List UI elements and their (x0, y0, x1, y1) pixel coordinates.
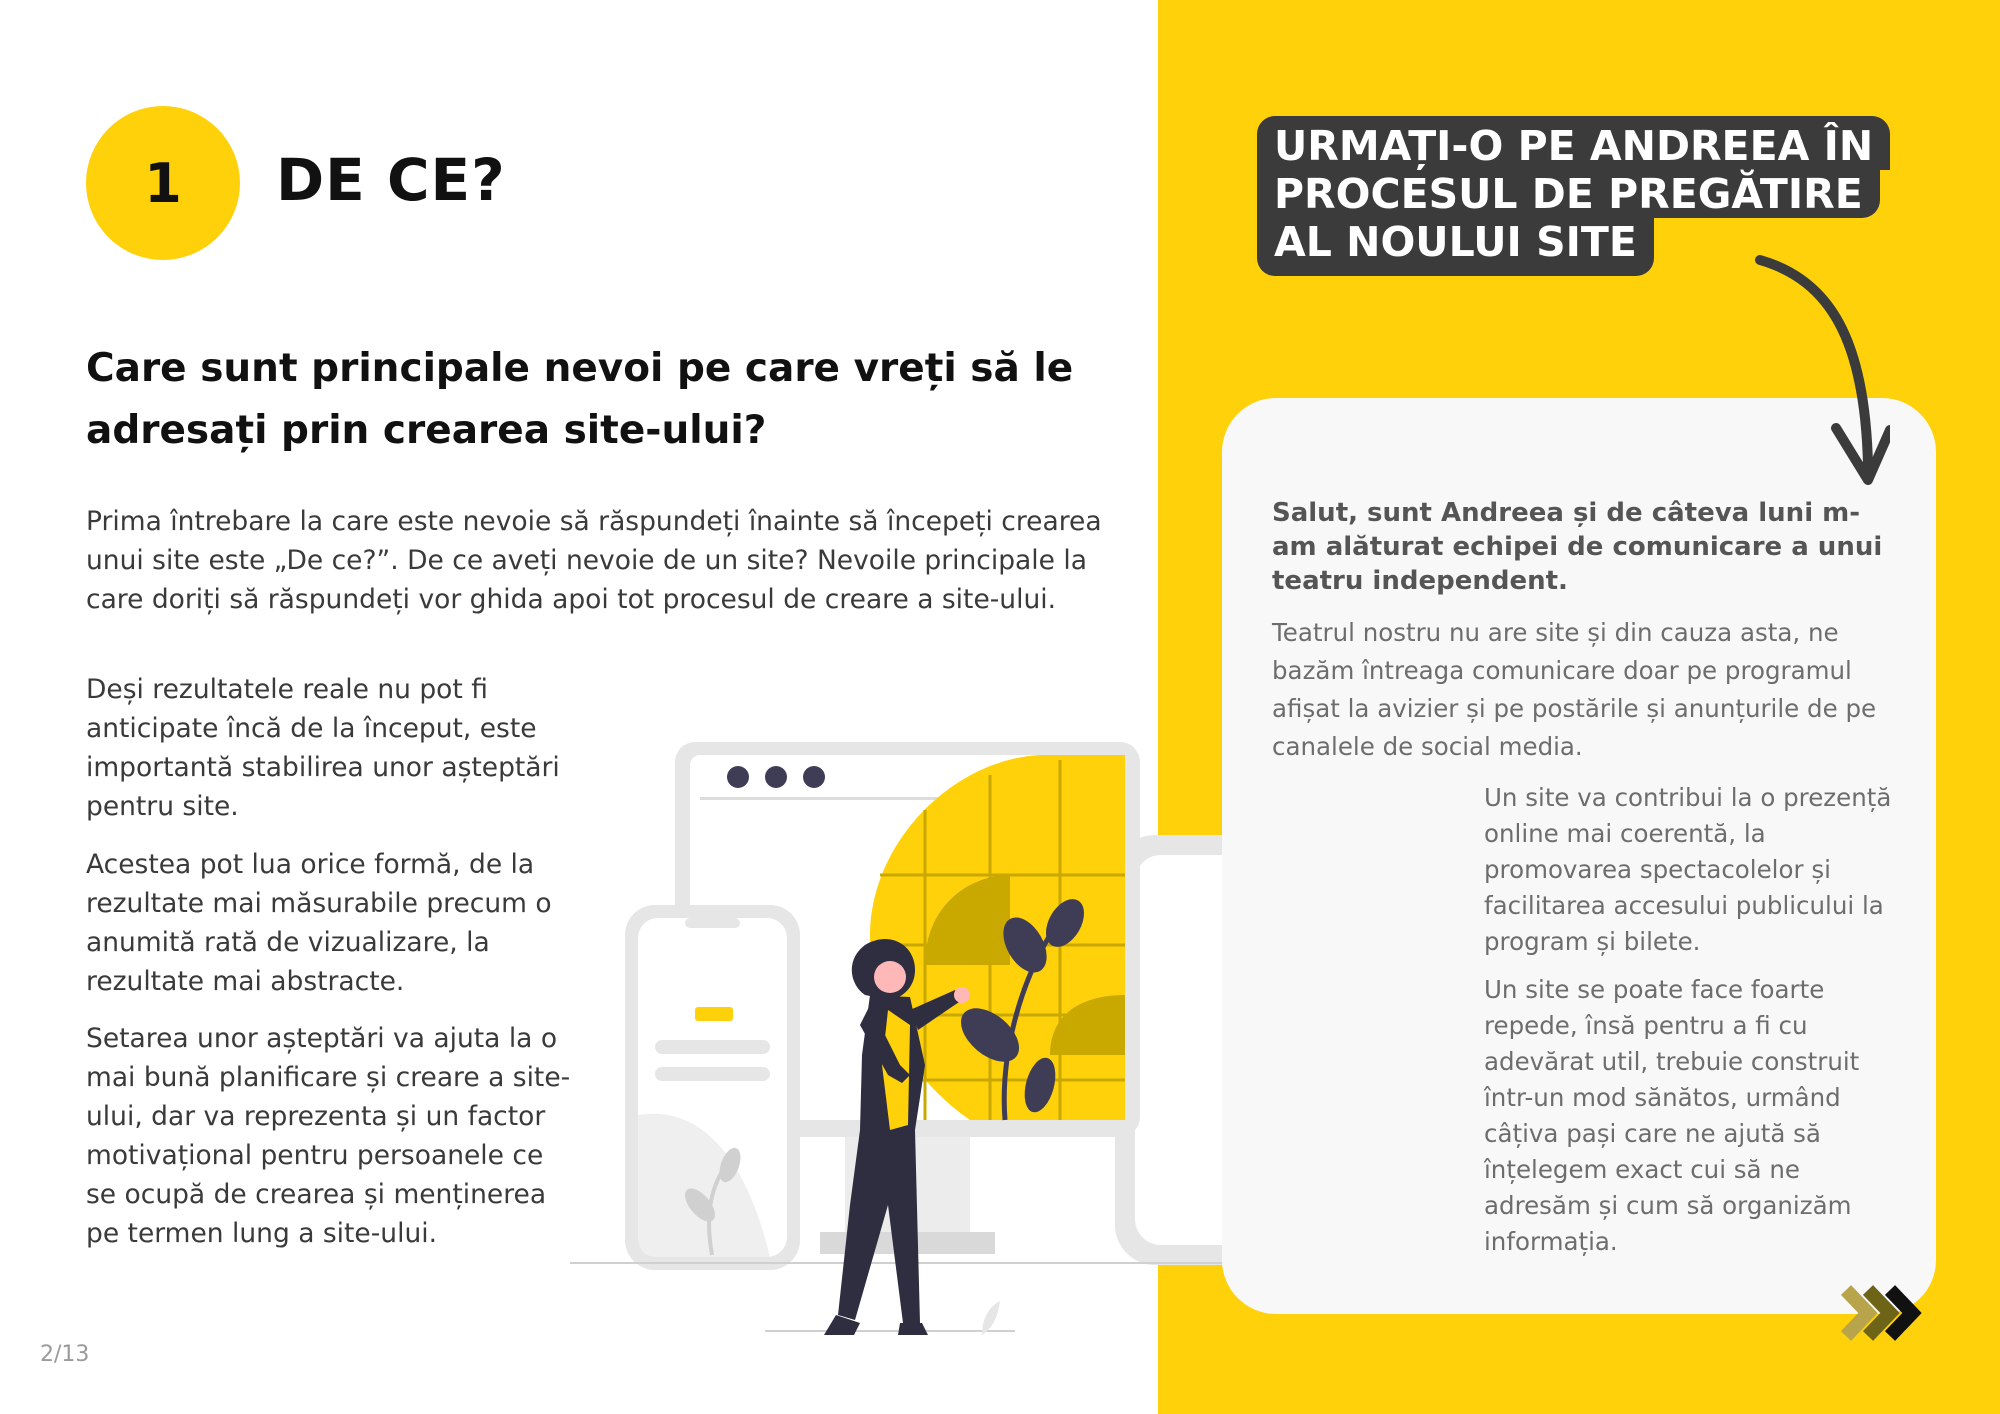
callout-line-1: URMAȚI-O PE ANDREEA ÎN (1257, 116, 1890, 170)
card-paragraph-3: Un site se poate face foarte repede, însă pentru a fi cu adevărat util, trebuie construit într-un mod sănătos, urmând câțiva pași care ne ajută să înțelegem exact cui să ne adresăm și cum să organizăm informația. (1484, 975, 1860, 1256)
card-lead-text: Salut, sunt Andreea și de câteva luni m-am alăturat echipei de comunicare a unui teatru independent. (1272, 498, 1883, 596)
intro-paragraph: Prima întrebare la care este nevoie să răspundeți înainte să începeți crearea unui site este „De ce?”. De ce aveți nevoie de un site? Nevoile principale la care doriți să răspundeți vor ghida apoi tot procesul de creare a site-ului. (86, 506, 1102, 615)
card-paragraph-2: Un site va contribui la o prezență online mai coerentă, la promovarea spectacolelor și facilitarea accesului publicului la program și bilete. (1484, 783, 1892, 956)
card-paragraph-1: Teatrul nostru nu are site și din cauza asta, ne bazăm întreaga comunicare doar pe programul afișat la avizier și pe postările și anunțurile de pe canalele de social media. (1272, 618, 1877, 761)
forms-paragraph: Acestea pot lua orice formă, de la rezultate mai măsurabile precum o anumită rată de vizualizare, la rezultate mai abstracte. (86, 849, 552, 997)
section-number-badge: 1 (86, 106, 240, 260)
andreea-story-card (1222, 398, 1936, 1314)
main-question-heading: Care sunt principale nevoi pe care vreți să le adresați prin crearea site-ului? (86, 346, 1074, 453)
expectations-paragraph: Deși rezultatele reale nu pot fi anticipate încă de la început, este importantă stabilirea unor așteptări pentru site. (86, 674, 560, 822)
callout-line-2: PROCESUL DE PREGĂTIRE (1257, 170, 1880, 218)
callout-line-3: AL NOULUI SITE (1257, 218, 1654, 276)
curved-arrow-icon (1740, 250, 1890, 490)
chevrons-right-icon[interactable] (1838, 1280, 1938, 1350)
motivation-paragraph: Setarea unor așteptări va ajuta la o mai bună planificare și creare a site-ului, dar va reprezenta și un factor motivațional pentru persoanele ce se ocupă de crearea și menținerea pe termen lung a site-ului. (86, 1023, 571, 1249)
section-title: DE CE? (276, 146, 506, 214)
page-number: 2/13 (40, 1342, 90, 1367)
